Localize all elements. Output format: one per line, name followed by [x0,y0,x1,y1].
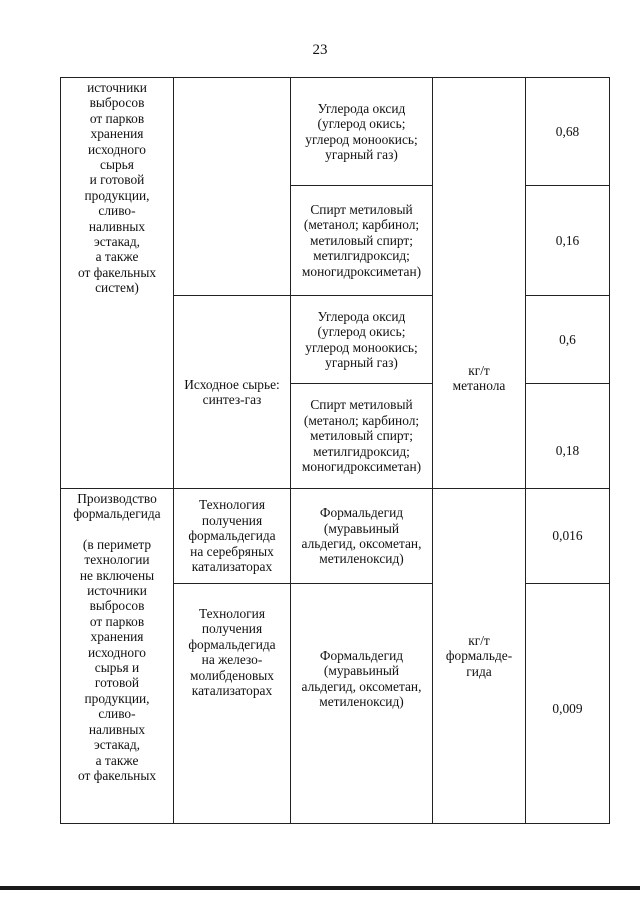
source-line: сырья и [94,660,140,676]
technology-line: молибденовых [190,667,274,683]
technology-line: Исходное сырье: [184,376,280,392]
technology-cell [174,489,291,584]
source-line: а также [95,752,139,768]
source-line: от факельных [77,264,157,280]
source-line: выбросов [89,95,145,111]
technology-line: Технология [198,497,265,513]
substance-line: Формальдегид [319,505,404,521]
table-row [61,489,610,584]
technology-line: на серебряных [190,543,274,559]
value-cell: 0,016 [526,489,610,584]
source-line: продукции, [84,187,150,203]
unit-line: гида [466,663,492,679]
substance-line: углерод моноокись; [305,339,418,355]
source-line: хранения [90,126,144,142]
substance-line: метиленоксид) [319,694,404,710]
unit-line: метанола [452,378,506,393]
source-line: сырья [100,157,134,173]
source-line: наливных [88,721,146,737]
source-line: хранения [90,629,144,645]
unit-line: кг/т [468,362,490,378]
substance-line: альдегид, оксометан, [301,678,422,694]
source-cell [61,78,174,489]
source-line: эстакад, [93,737,141,753]
substance-cell [291,489,433,584]
source-line: (в периметр [82,536,152,552]
substance-line: метиловый спирт; [309,232,413,248]
source-line: от факельных [77,767,157,783]
substance-cell [291,384,433,489]
substance-line: Спирт метиловый [310,397,413,413]
source-line: и готовой [89,172,145,188]
source-line: исходного [88,141,146,157]
substance-line: Спирт метиловый [310,201,413,217]
source-line: технологии [84,552,150,568]
value-cell: 0,009 [526,584,610,824]
source-line: исходного [88,644,146,660]
substance-line: Формальдегид [319,648,404,663]
unit-line: кг/т [468,632,490,648]
source-line: от парков [89,613,145,629]
substance-line: Углерода оксид [317,100,406,116]
technology-line: катализаторах [191,559,273,575]
substance-line: (муравьиный [323,520,400,536]
substance-cell [291,78,433,186]
page-number: 23 [312,42,328,58]
unit-cell [433,489,526,824]
source-line: источники [87,80,147,95]
source-line: готовой [94,675,140,691]
substance-cell [291,296,433,384]
table-row [61,78,610,186]
value-text: 0,18 [555,443,580,459]
substance-line: углерод моноокись; [305,131,418,147]
substance-line: (углерод окись; [317,116,406,132]
substance-line: метиловый спирт; [309,428,413,444]
substance-line: угарный газ) [325,146,398,162]
source-line: источники [87,583,147,599]
source-line: наливных [88,218,146,234]
substance-line: угарный газ) [325,354,398,370]
technology-line: формальдегида [188,528,276,544]
source-line: формальдегида [73,506,161,522]
unit-line: формальде- [445,648,513,664]
technology-line: Технология [198,606,265,621]
source-line: не включены [79,567,155,583]
source-line: эстакад, [93,234,141,250]
substance-line: (углерод окись; [317,324,406,340]
substance-line: (метанол; карбинол; [303,412,420,428]
scan-bottom-edge [0,886,640,890]
technology-line: синтез-газ [202,392,262,407]
technology-cell [174,296,291,489]
technology-line: формальдегида [188,636,276,652]
substance-cell [291,186,433,296]
substance-line: метилгидроксид; [313,443,410,459]
substance-cell [291,584,433,824]
substance-line: альдегид, оксометан, [301,536,422,551]
source-line: сливо- [98,203,136,219]
source-line: продукции, [84,690,150,706]
substance-line: метилгидроксид; [313,248,410,264]
value-cell [526,384,610,489]
technology-line: получения [201,512,263,528]
technology-line: катализаторах [191,683,273,699]
source-line: Производство [77,491,157,506]
substance-line: метиленоксид) [319,551,404,567]
value-cell: 0,68 [526,78,610,186]
value-cell: 0,16 [526,186,610,296]
substance-line: (муравьиный [323,663,400,679]
substance-line: моногидроксиметан) [301,263,422,279]
substance-line: (метанол; карбинол; [303,217,420,233]
technology-cell [174,584,291,824]
unit-cell [433,78,526,489]
source-line: выбросов [89,598,145,614]
value-cell: 0,6 [526,296,610,384]
technology-cell [174,78,291,296]
substance-line: моногидроксиметан) [301,459,422,475]
source-line: а также [95,249,139,265]
emission-norms-table [60,77,610,824]
source-line: сливо- [98,706,136,722]
substance-line: Углерода оксид [317,308,406,324]
technology-line: получения [201,621,263,637]
source-line: от парков [89,110,145,126]
source-cell [61,489,174,824]
source-line: систем) [95,280,139,296]
technology-line: на железо- [201,652,263,668]
